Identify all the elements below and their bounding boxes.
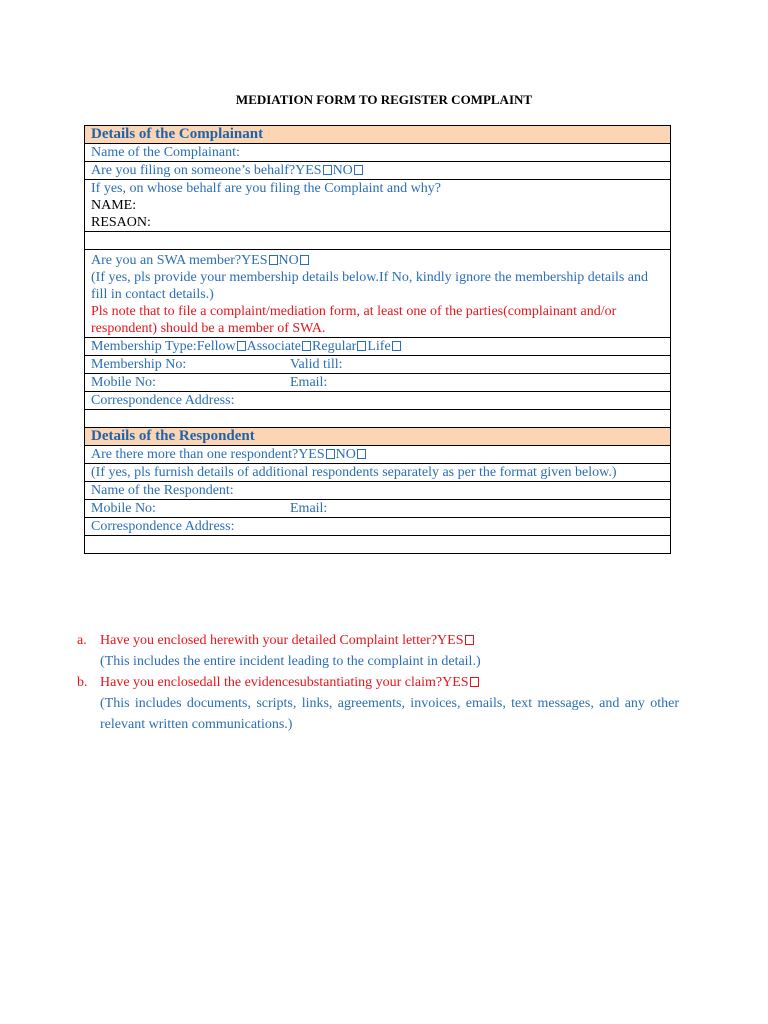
more-respondents-question: Are there more than one respondent?YES [91, 447, 325, 462]
behalf-no-checkbox[interactable] [354, 165, 363, 175]
membership-type-label: Membership Type: [91, 339, 197, 354]
respondent-header-label: Details of the Respondent [85, 428, 671, 446]
blank-cell [85, 536, 671, 554]
respondent-name-row[interactable] [85, 482, 671, 500]
behalf-name-field-label: NAME: [91, 198, 137, 213]
membership-type-cell [85, 338, 671, 356]
complainant-address-row[interactable] [85, 392, 671, 410]
respondent-name-label: Name of the Respondent: [85, 482, 671, 500]
complainant-header-label: Details of the Complainant [85, 126, 671, 144]
complainant-email-label: Email: [290, 375, 328, 390]
complaint-letter-yes-checkbox[interactable] [465, 635, 474, 645]
whose-behalf-row[interactable] [85, 180, 671, 232]
note-item [77, 630, 679, 672]
associate-checkbox[interactable] [302, 341, 311, 351]
complainant-contact-row[interactable] [85, 374, 671, 392]
whose-behalf-question: If yes, on whose behalf are you filing the Complaint and why? [91, 181, 441, 196]
more-respondents-no-checkbox[interactable] [357, 449, 366, 459]
blank-cell [85, 410, 671, 428]
complainant-name-row[interactable] [85, 144, 671, 162]
note-question-text: Have you enclosed herewith your detailed Complaint letter?YES [100, 633, 464, 648]
evidence-yes-checkbox[interactable] [470, 677, 479, 687]
life-checkbox[interactable] [392, 341, 401, 351]
note-question-text: Have you enclosedall the evidencesubstantiating your claim?YES [100, 675, 469, 690]
swa-membership-info: (If yes, pls provide your membership details below.If No, kindly ignore the membership details and fill in contact details.) [91, 270, 649, 302]
swa-question-text: Are you an SWA member?YES [91, 253, 268, 268]
membership-associate-label: Associate [246, 339, 302, 354]
note-question [100, 672, 679, 693]
note-question [100, 630, 679, 651]
note-marker: a. [77, 633, 87, 648]
membership-life-label: Life [367, 339, 391, 354]
membership-regular-label: Regular [312, 339, 357, 354]
note-item [77, 672, 679, 735]
behalf-question [85, 162, 671, 180]
complainant-contact-cell [85, 374, 671, 392]
note-marker: b. [77, 675, 88, 690]
respondent-contact-row[interactable] [85, 500, 671, 518]
complaint-form-table [84, 125, 671, 554]
membership-fellow-label: Fellow [196, 339, 236, 354]
more-respondents-no-label: NO [335, 447, 356, 462]
more-respondents-info: (If yes, pls furnish details of additional respondents separately as per the format given below.) [85, 464, 671, 482]
swa-member-row [85, 250, 671, 338]
swa-member-question [91, 252, 664, 269]
behalf-row [85, 162, 671, 180]
page-title: MEDIATION FORM TO REGISTER COMPLAINT [235, 92, 533, 107]
note-detail: (This includes documents, scripts, links, agreements, invoices, emails, text messages, and any other relevant written communications.) [100, 696, 679, 732]
behalf-no-label: NO [332, 163, 353, 178]
membership-type-row [85, 338, 671, 356]
enclosure-notes [77, 630, 679, 735]
respondent-mobile-label: Mobile No: [91, 501, 156, 516]
membership-no-cell [85, 356, 671, 374]
complainant-address-label: Correspondence Address: [85, 392, 671, 410]
swa-eligibility-note: Pls note that to file a complaint/mediation form, at least one of the parties(complainant and/or respondent) should be a member of SWA. [91, 304, 617, 336]
more-respondents-yes-checkbox[interactable] [326, 449, 335, 459]
more-respondents-row [85, 446, 671, 464]
respondent-email-label: Email: [290, 501, 328, 516]
membership-no-row[interactable] [85, 356, 671, 374]
note-detail: (This includes the entire incident leading to the complaint in detail.) [100, 654, 481, 669]
fellow-checkbox[interactable] [237, 341, 246, 351]
blank-row[interactable] [85, 232, 671, 250]
respondent-contact-cell [85, 500, 671, 518]
swa-yes-checkbox[interactable] [269, 255, 278, 265]
more-respondents-cell [85, 446, 671, 464]
complainant-mobile-label: Mobile No: [91, 375, 156, 390]
behalf-yes-checkbox[interactable] [323, 165, 332, 175]
complainant-section-header [85, 126, 671, 144]
respondent-address-row[interactable] [85, 518, 671, 536]
respondent-address-label: Correspondence Address: [85, 518, 671, 536]
swa-member-cell [85, 250, 671, 338]
blank-row[interactable] [85, 410, 671, 428]
behalf-question-text: Are you filing on someone’s behalf?YES [91, 163, 322, 178]
complainant-name-label: Name of the Complainant: [85, 144, 671, 162]
respondent-section-header [85, 428, 671, 446]
valid-till-label: Valid till: [290, 357, 343, 372]
more-respondents-info-row [85, 464, 671, 482]
whose-behalf-cell [85, 180, 671, 232]
regular-checkbox[interactable] [357, 341, 366, 351]
swa-no-checkbox[interactable] [300, 255, 309, 265]
behalf-reason-field-label: RESAON: [91, 215, 151, 230]
swa-no-label: NO [278, 253, 299, 268]
membership-no-label: Membership No: [91, 357, 187, 372]
blank-row[interactable] [85, 536, 671, 554]
blank-cell [85, 232, 671, 250]
